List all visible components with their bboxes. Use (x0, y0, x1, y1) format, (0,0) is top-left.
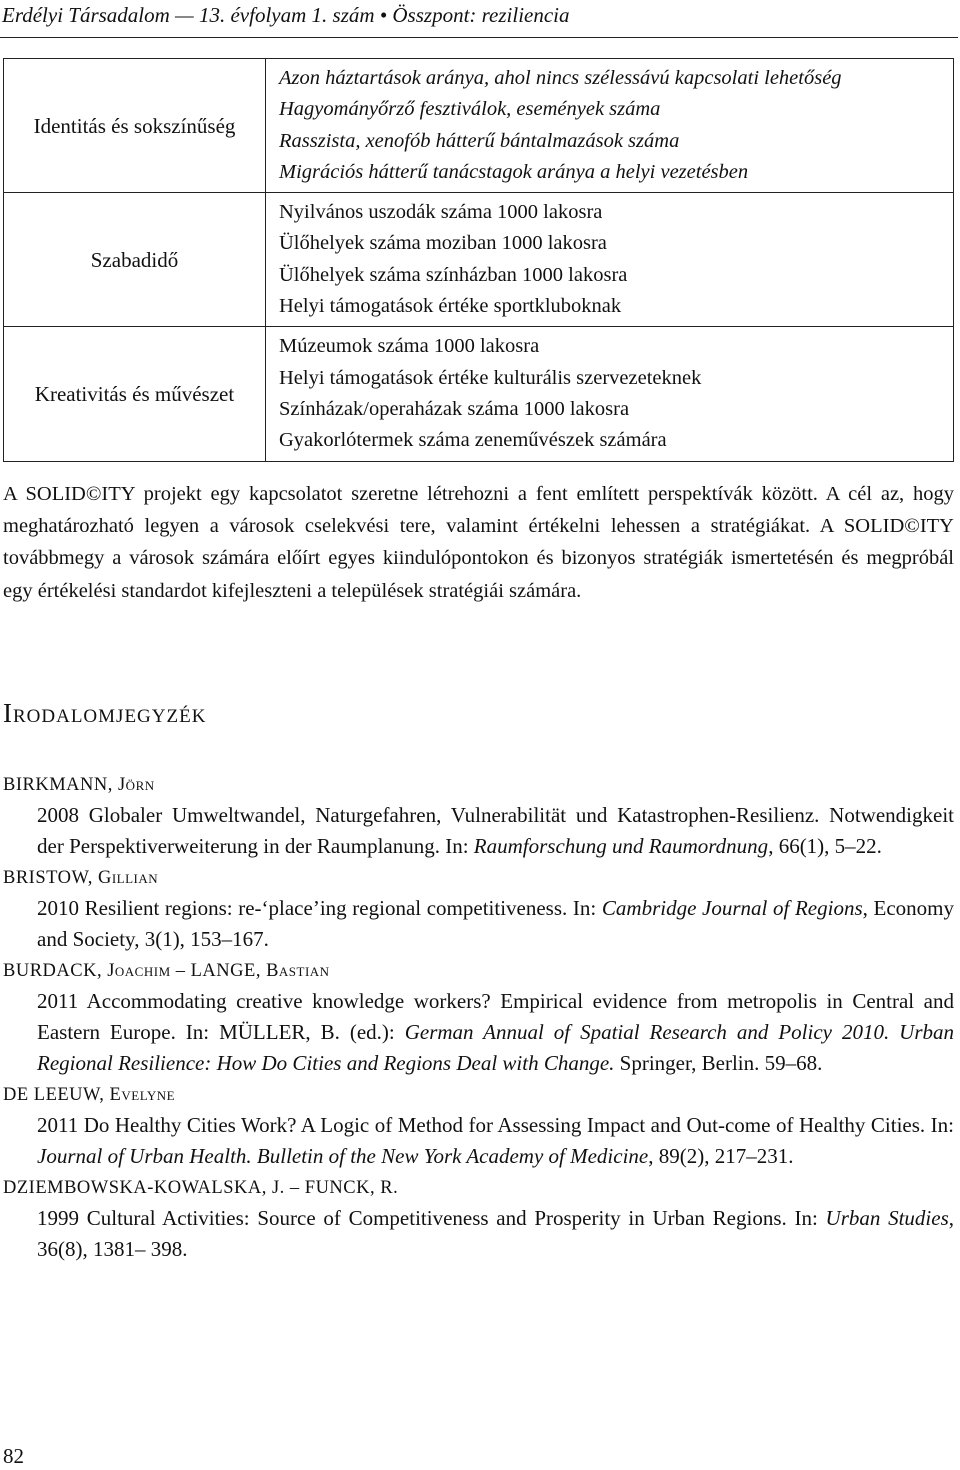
indicator-item: Színházak/operaházak száma 1000 lakosra (279, 397, 630, 420)
reference-entry: 2011 Do Healthy Cities Work? A Logic of Method for Assessing Impact and Out-come of Healthy Cities. In: Journal of Urban Health. Bulletin of the New York Academy of Medicine, 89(2), 217‒231. (37, 1112, 954, 1169)
category-cell: Identitás és sokszínűség (4, 59, 266, 193)
reference-author: BURDACK, Joachim ‒ LANGE, Bastian (3, 960, 330, 981)
header-rule (0, 37, 958, 38)
reference-entry: 1999 Cultural Activities: Source of Competitiveness and Prosperity in Urban Regions. In: Urban Studies, 36(8), 1381‒ 398. (37, 1205, 955, 1262)
indicator-item: Gyakorlótermek száma zeneművészek számára (279, 429, 667, 452)
reference-author: BIRKMANN, Jörn (3, 775, 155, 795)
table-row (4, 193, 954, 327)
reference-author: DE LEEUW, Evelyne (3, 1084, 176, 1105)
table-row (4, 327, 954, 461)
reference-item (3, 956, 954, 1080)
indicator-item: Ülőhelyek száma moziban 1000 lakosra (279, 232, 607, 255)
reference-item (3, 1080, 954, 1173)
reference-item (3, 770, 954, 863)
reference-entry: 2008 Globaler Umweltwandel, Naturgefahren, Vulnerabilität und Katastrophen-Resilienz. Notwendigkeit der Perspektiverweiterung in der Raumplanung. In: Raumforschung und Raumordnung, 66(1), 5‒22. (37, 803, 954, 859)
items-cell (266, 327, 954, 461)
running-header: Erdélyi Társadalom — 13. évfolyam 1. szám • Összpont: reziliencia (2, 3, 570, 27)
items-cell (266, 193, 954, 327)
reference-entry: 2010 Resilient regions: re-‘place’ing regional competitiveness. In: Cambridge Journal of Regions, Economy and Society, 3(1), 153‒167. (37, 895, 954, 952)
indicator-item: Nyilvános uszodák száma 1000 lakosra (279, 201, 603, 224)
page-number: 82 (3, 1444, 24, 1468)
indicator-item: Azon háztartások aránya, ahol nincs szélessávú kapcsolati lehetőség (279, 67, 842, 89)
reference-item (3, 863, 954, 956)
reference-list (3, 770, 954, 1265)
table-row (4, 59, 954, 193)
reference-entry: 2011 Accommodating creative knowledge workers? Empirical evidence from metropolis in Central and Eastern Europe. In: MÜLLER, B. (ed.): German Annual of Spatial Research and Policy 2010. Urban Regional Resilience: How Do Cities and Regions Deal with Change. Springer, Berlin. 59‒68. (37, 988, 955, 1076)
indicator-item: Helyi támogatások értéke sportkluboknak (279, 295, 622, 318)
indicator-item: Rasszista, xenofób hátterű bántalmazások száma (279, 129, 680, 152)
items-cell (266, 59, 954, 193)
category-cell: Kreativitás és művészet (4, 327, 266, 461)
reference-author: BRISTOW, Gillian (3, 867, 159, 888)
indicator-table (3, 58, 954, 462)
category-cell: Szabadidő (4, 193, 266, 327)
references-heading: Irodalomjegyzék (3, 698, 207, 728)
reference-item (3, 1173, 954, 1266)
indicator-item: Ülőhelyek száma színházban 1000 lakosra (279, 263, 628, 286)
indicator-item: Múzeumok száma 1000 lakosra (279, 335, 540, 358)
indicator-item: Helyi támogatások értéke kulturális szervezeteknek (279, 366, 702, 389)
indicator-item: Migrációs hátterű tanácstagok aránya a helyi vezetésben (279, 160, 749, 183)
body-paragraph: A SOLID©ITY projekt egy kapcsolatot szeretne létrehozni a fent említett perspektívák között. A cél az, hogy meghatározható legyen a városok cselekvési tere, valamint értékelni lehessen a stratégiákat. A SOLID©ITY továbbmegy a városok számára előírt egyes kiindulópontokon és bizonyos stratégiák ismertetésén és megpróbál egy értékelési standardot kifejleszteni a települések stratégiái számára. (3, 483, 954, 602)
reference-author: DZIEMBOWSKA-KOWALSKA, J. ‒ FUNCK, R. (3, 1177, 399, 1198)
indicator-item: Hagyományőrző fesztiválok, események száma (279, 98, 661, 121)
